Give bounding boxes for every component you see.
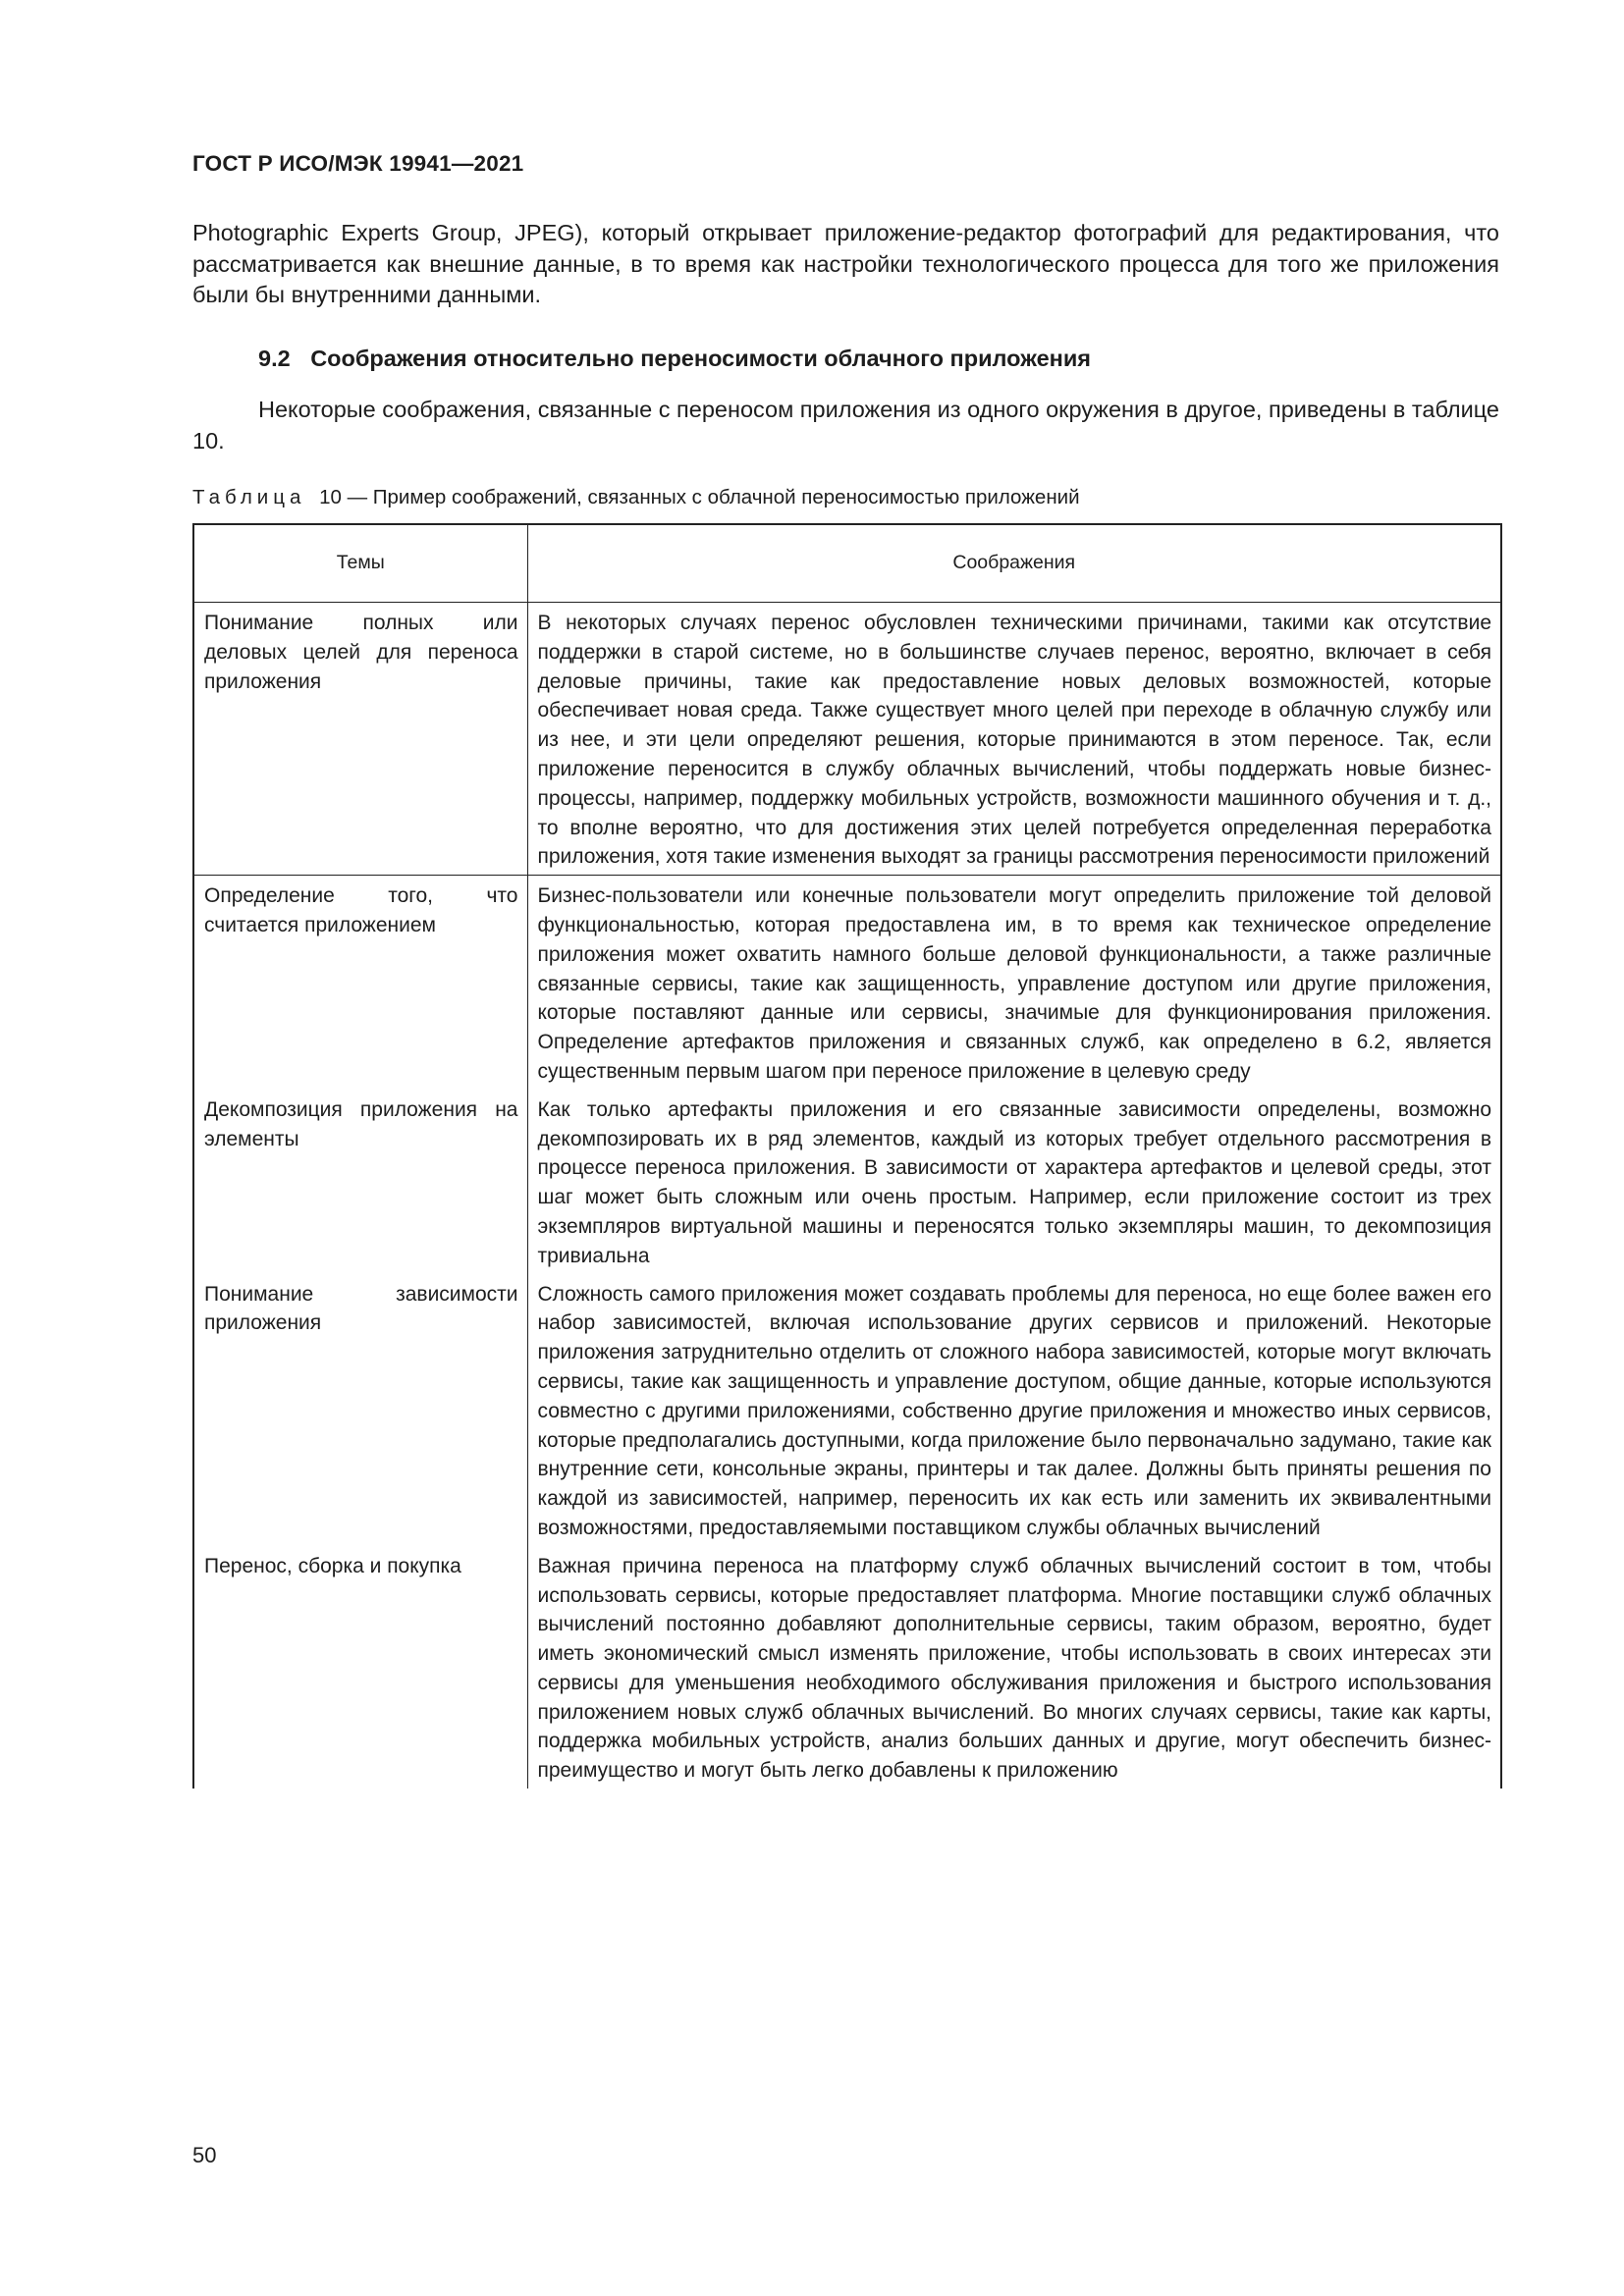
- considerations-table: [192, 523, 1502, 1789]
- consideration-cell: Важная причина переноса на платформу служб облачных вычислений состоит в том, чтобы использовать сервисы, которые предоставляет платформа. Многие поставщики служб облачных вычислений постоянно добавляют дополнительные сервисы, таким образом, вероятно, будет иметь экономический смысл изменять приложение, чтобы использовать в своих интересах эти сервисы для уменьшения необходимого обслуживания приложения и быстрого использования приложением новых служб облачных вычислений. Во многих случаях сервисы, такие как карты, поддержка мобильных устройств, анализ больших данных и другие, могут обеспечить бизнес-преимущество и могут быть легко добавлены к приложению: [527, 1546, 1501, 1789]
- table-row: [193, 1546, 1501, 1789]
- topic-cell: Определение того, что считается приложением: [193, 876, 527, 1090]
- consideration-cell: В некоторых случаях перенос обусловлен техническими причинами, такими как отсутствие поддержки в старой системе, но в большинстве случаев перенос, вероятно, включает в себя деловые причины, такие как предоставление новых деловых возможностей, которые обеспечивает новая среда. Также существует много целей при переходе в облачную службу или из нее, и эти цели определяют решения, которые принимаются в этом переносе. Так, если приложение переносится в службу облачных вычислений, чтобы поддержать новые бизнес-процессы, например, поддержку мобильных устройств, возможности машинного обучения и т. д., то вполне вероятно, что для достижения этих целей потребуется определенная переработка приложения, хотя такие изменения выходят за границы рассмотрения переносимости приложений: [527, 603, 1501, 876]
- table-header-row: [193, 524, 1501, 603]
- table-row: [193, 1274, 1501, 1546]
- column-header-considerations: Соображения: [527, 524, 1501, 603]
- consideration-cell: Сложность самого приложения может создавать проблемы для переноса, но еще более важен его набор зависимостей, включая использование других сервисов и приложений. Некоторые приложения затруднительно отделить от сложного набора зависимостей, которые могут включать сервисы, такие как защищенность и управление доступом, общие данные, которые используются совместно с другими приложениями, собственно другие приложения и множество иных сервисов, которые предполагались доступными, когда приложение было первоначально задумано, такие как внутренние сети, консольные экраны, принтеры и так далее. Должны быть приняты решения по каждой из зависимостей, например, переносить их как есть или заменить их эквивалентными возможностями, предоставляемыми поставщиком службы облачных вычислений: [527, 1274, 1501, 1546]
- table-caption-text: 10 — Пример соображений, связанных с облачной переносимостью приложений: [319, 486, 1080, 508]
- topic-cell: Декомпозиция приложения на элементы: [193, 1090, 527, 1274]
- section-number: 9.2: [258, 346, 291, 371]
- section-heading: [258, 346, 1091, 372]
- table-row: [193, 876, 1501, 1090]
- table-caption: [192, 486, 1080, 509]
- intro-paragraph: Photographic Experts Group, JPEG), который открывает приложение-редактор фотографий для редактирования, что рассматривается как внешние данные, в то время как настройки технологического процесса для того же приложения были бы внутренними данными.: [192, 220, 1499, 307]
- page-number: 50: [192, 2143, 217, 2167]
- section-title: Соображения относительно переносимости облачного приложения: [310, 346, 1091, 371]
- table-caption-label: Таблица: [192, 486, 306, 508]
- table-row: [193, 603, 1501, 876]
- consideration-cell: Как только артефакты приложения и его связанные зависимости определены, возможно декомпозировать их в ряд элементов, каждый из которых требует отдельного рассмотрения в процессе переноса приложения. В зависимости от характера артефактов и целевой среды, этот шаг может быть сложным или очень простым. Например, если приложение состоит из трех экземпляров виртуальной машины и переносятся только экземпляры машин, то декомпозиция тривиальна: [527, 1090, 1501, 1274]
- topic-cell: Понимание полных или деловых целей для переноса приложения: [193, 603, 527, 876]
- topic-cell: Перенос, сборка и покупка: [193, 1546, 527, 1789]
- consideration-cell: Бизнес-пользователи или конечные пользователи могут определить приложение той деловой функциональностью, которая предоставлена им, в то время как техническое определение приложения может охватить намного больше деловой функциональности, а также различные связанные сервисы, такие как защищенность, управление доступом или другие приложения, которые поставляют данные или сервисы, значимые для функционирования приложения. Определение артефактов приложения и связанных служб, как определено в 6.2, является существенным первым шагом при переносе приложение в целевую среду: [527, 876, 1501, 1090]
- topic-cell: Понимание зависимости приложения: [193, 1274, 527, 1546]
- column-header-topics: Темы: [193, 524, 527, 603]
- table-row: [193, 1090, 1501, 1274]
- document-header: ГОСТ Р ИСО/МЭК 19941—2021: [192, 151, 524, 176]
- section-paragraph: Некоторые соображения, связанные с переносом приложения из одного окружения в другое, приведены в таблице 10.: [192, 397, 1499, 454]
